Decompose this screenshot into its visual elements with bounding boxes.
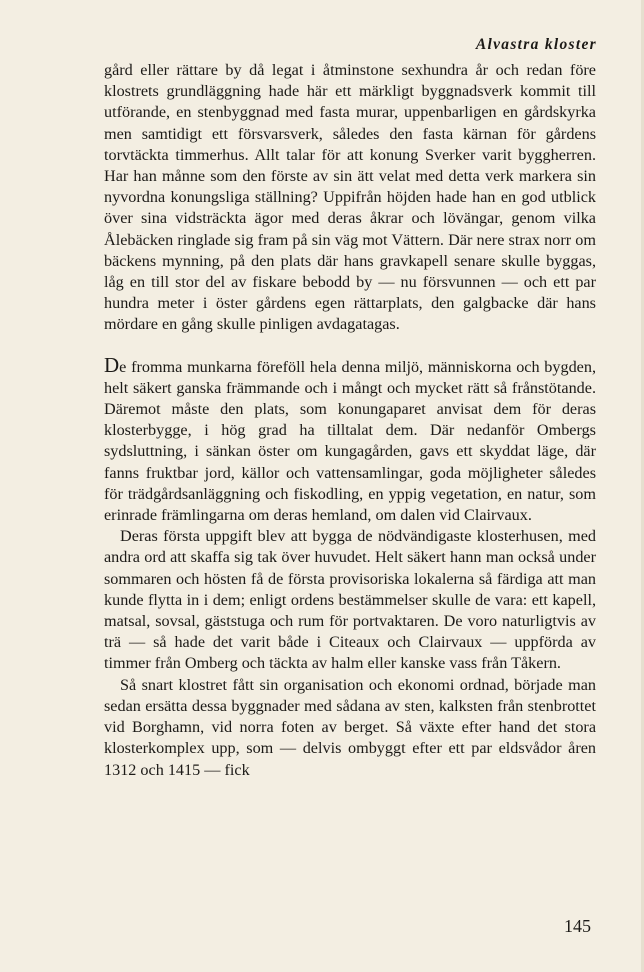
paragraph-2-text: e fromma munkarna föreföll hela denna miljö, människorna och bygden, helt säkert ganska främmande och i mångt och mycket rätt så frånstötande. Däremot måste den plats, som konungaparet anvisat dem för deras klosterbygge, i hög grad ha tilltalat dem. Där nedanför Ombergs sydsluttning, i sänkan öster om kungagården, gavs ett skyddat läge, där fanns fruktbar jord, källor och vattensamlingar, goda möjligheter således för trädgårdsanläggning och fiskodling, en yppig vegetation, en natur, som erinrade främlingarna om deras hemland, om dalen vid Clairvaux.: [104, 357, 596, 525]
initial-letter: D: [104, 352, 120, 377]
body-text: [104, 60, 596, 781]
page-number: 145: [564, 916, 591, 936]
paragraph-3: Deras första uppgift blev att bygga de nödvändigaste klosterhusen, med andra ord att skaffa sig tak över huvudet. Helt säkert hann man också under sommaren och hösten få de första provisoriska lokalerna så färdiga att man kunde flytta in i dem; enligt ordens bestämmelser skulle de vara: ett kapell, matsal, sovsal, gäststuga och rum för portvaktaren. De voro naturligtvis av trä — så hade det varit både i Citeaux och Clairvaux — uppförda av timmer från Omberg och täckta av halm eller kanske vass från Tåkern.: [104, 527, 596, 673]
running-title: Alvastra kloster: [475, 36, 597, 53]
section-break: [104, 336, 596, 357]
paragraph-1: gård eller rättare by då legat i åtminstone sexhundra år och redan före klostrets grundläggning hade här ett märkligt byggnadsverk kommit till utförande, en stenbyggnad med fasta murar, uppenbarligen en gårdskyrka men samtidigt ett försvarsverk, således den fasta kärnan för gårdens torvtäckta timmerhus. Allt talar för att konung Sverker varit byggherren. Har han månne som den förste av sin ätt velat med detta verk markera sin nyvordna konungsliga ställning? Uppifrån höjden hade han en god utblick över sina vidsträckta ägor med deras åkrar och lövängar, genom vilka Ålebäcken ringlade sig fram på sin väg mot Vättern. Där nere strax norr om bäckens mynning, på den plats där hans gravkapell senare skulle byggas, låg en till stor del av fiskare bebodd by — nu försvunnen — och ett par hundra meter i öster gårdens egen rättarplats, den galgbacke där hans mördare en gång skulle pinligen avdagatagas.: [104, 61, 596, 334]
paragraph-4: Så snart klostret fått sin organisation och ekonomi ordnad, började man sedan ersätta dessa byggnader med sådana av sten, kalksten från stenbrottet vid Borghamn, vid norra foten av berget. Så växte efter hand det stora klosterkomplex upp, som — delvis ombyggt efter ett par eldsvådor åren 1312 och 1415 — fick: [104, 675, 596, 779]
paragraph-2: [104, 352, 596, 527]
